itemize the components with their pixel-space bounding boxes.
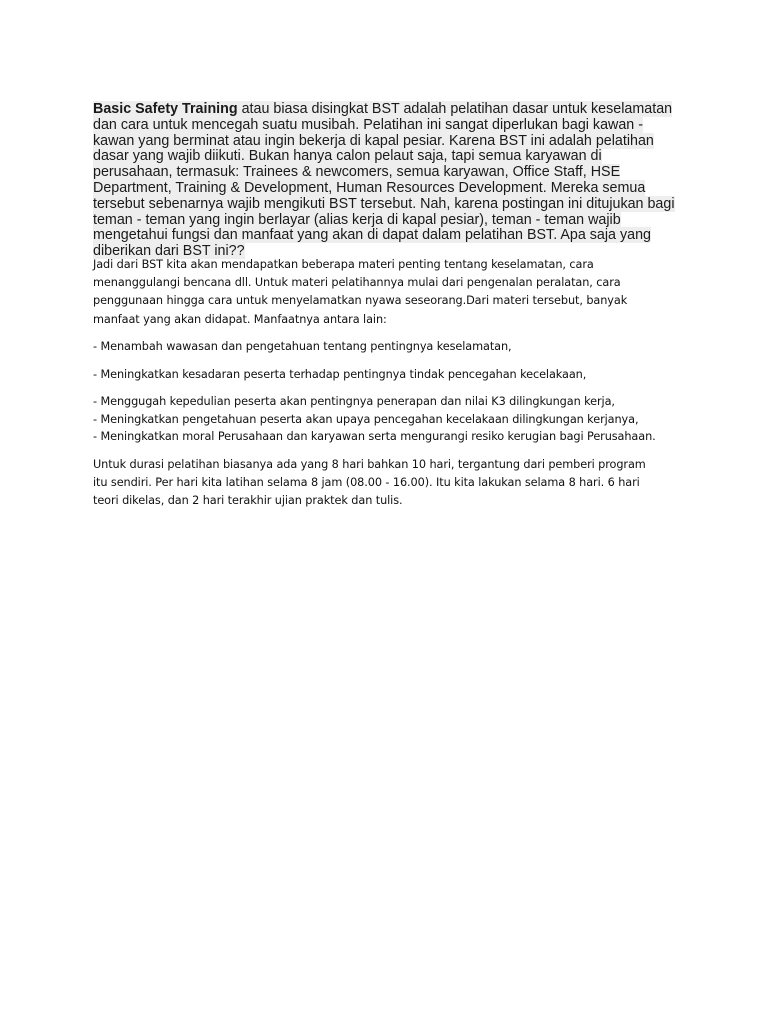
paragraph1-line-2: menanggulangi bencana dll. Untuk materi pelatihannya mulai dari pengenalan peralatan, cara	[93, 276, 621, 290]
benefit-item-4: - Meningkatkan pengetahuan peserta akan upaya pencegahan kecelakaan dilingkungan kerjanya,	[93, 413, 639, 426]
paragraph2-line-3: teori dikelas, dan 2 hari terakhir ujian praktek dan tulis.	[93, 494, 403, 508]
intro-line-7: tersebut sebenarnya wajib mengikuti BST tersebut. Nah, karena postingan ini ditujukan bagi	[93, 195, 675, 212]
benefits-intro-paragraph	[93, 256, 683, 329]
intro-line-8: teman - teman yang ingin berlayar (alias kerja di kapal pesiar), teman - teman wajib	[93, 211, 621, 228]
intro-line-1-text: atau biasa disingkat BST adalah pelatihan dasar untuk keselamatan	[237, 101, 673, 117]
intro-line-3: kawan yang berminat atau ingin bekerja di kapal pesiar. Karena BST ini adalah pelatihan	[93, 132, 654, 149]
bold-lead-text: Basic Safety Training	[93, 101, 238, 117]
duration-paragraph	[93, 456, 683, 511]
benefit-item-1: - Menambah wawasan dan pengetahuan tentang pentingnya keselamatan,	[93, 340, 512, 353]
intro-paragraph	[93, 102, 683, 260]
intro-line-4: dasar yang wajib diikuti. Bukan hanya calon pelaut saja, tapi semua karyawan di	[93, 148, 602, 165]
intro-line-10: diberikan dari BST ini??	[93, 243, 245, 260]
intro-line-5: perusahaan, termasuk: Trainees & newcomers, semua karyawan, Office Staff, HSE	[93, 164, 621, 181]
benefit-item-3: - Menggugah kepedulian peserta akan pentingnya penerapan dan nilai K3 dilingkungan kerja,	[93, 395, 615, 408]
paragraph1-line-4: manfaat yang akan didapat. Manfaatnya antara lain:	[93, 312, 387, 326]
intro-line-9: mengetahui fungsi dan manfaat yang akan di dapat dalam pelatihan BST. Apa saja yang	[93, 227, 651, 244]
benefit-item-5: - Meningkatkan moral Perusahaan dan karyawan serta mengurangi resiko kerugian bagi Perusahaan.	[93, 430, 656, 443]
intro-line-1	[93, 101, 672, 117]
paragraph2-line-1: Untuk durasi pelatihan biasanya ada yang 8 hari bahkan 10 hari, tergantung dari pemberi program	[93, 458, 646, 471]
intro-line-2: dan cara untuk mencegah suatu musibah. Pelatihan ini sangat diperlukan bagi kawan -	[93, 116, 643, 133]
paragraph1-line-3: penggunaan hingga cara untuk menyelamatkan nyawa seseorang.Dari materi tersebut, banyak	[93, 294, 628, 308]
paragraph2-line-2: itu sendiri. Per hari kita latihan selama 8 jam (08.00 - 16.00). Itu kita lakukan selama 8 hari. 6 hari	[93, 476, 640, 490]
intro-line-6: Department, Training & Development, Human Resources Development. Mereka semua	[93, 179, 646, 196]
benefit-item-2: - Meningkatkan kesadaran peserta terhadap pentingnya tindak pencegahan kecelakaan,	[93, 368, 587, 381]
paragraph1-line-1: Jadi dari BST kita akan mendapatkan beberapa materi penting tentang keselamatan, cara	[93, 258, 594, 271]
